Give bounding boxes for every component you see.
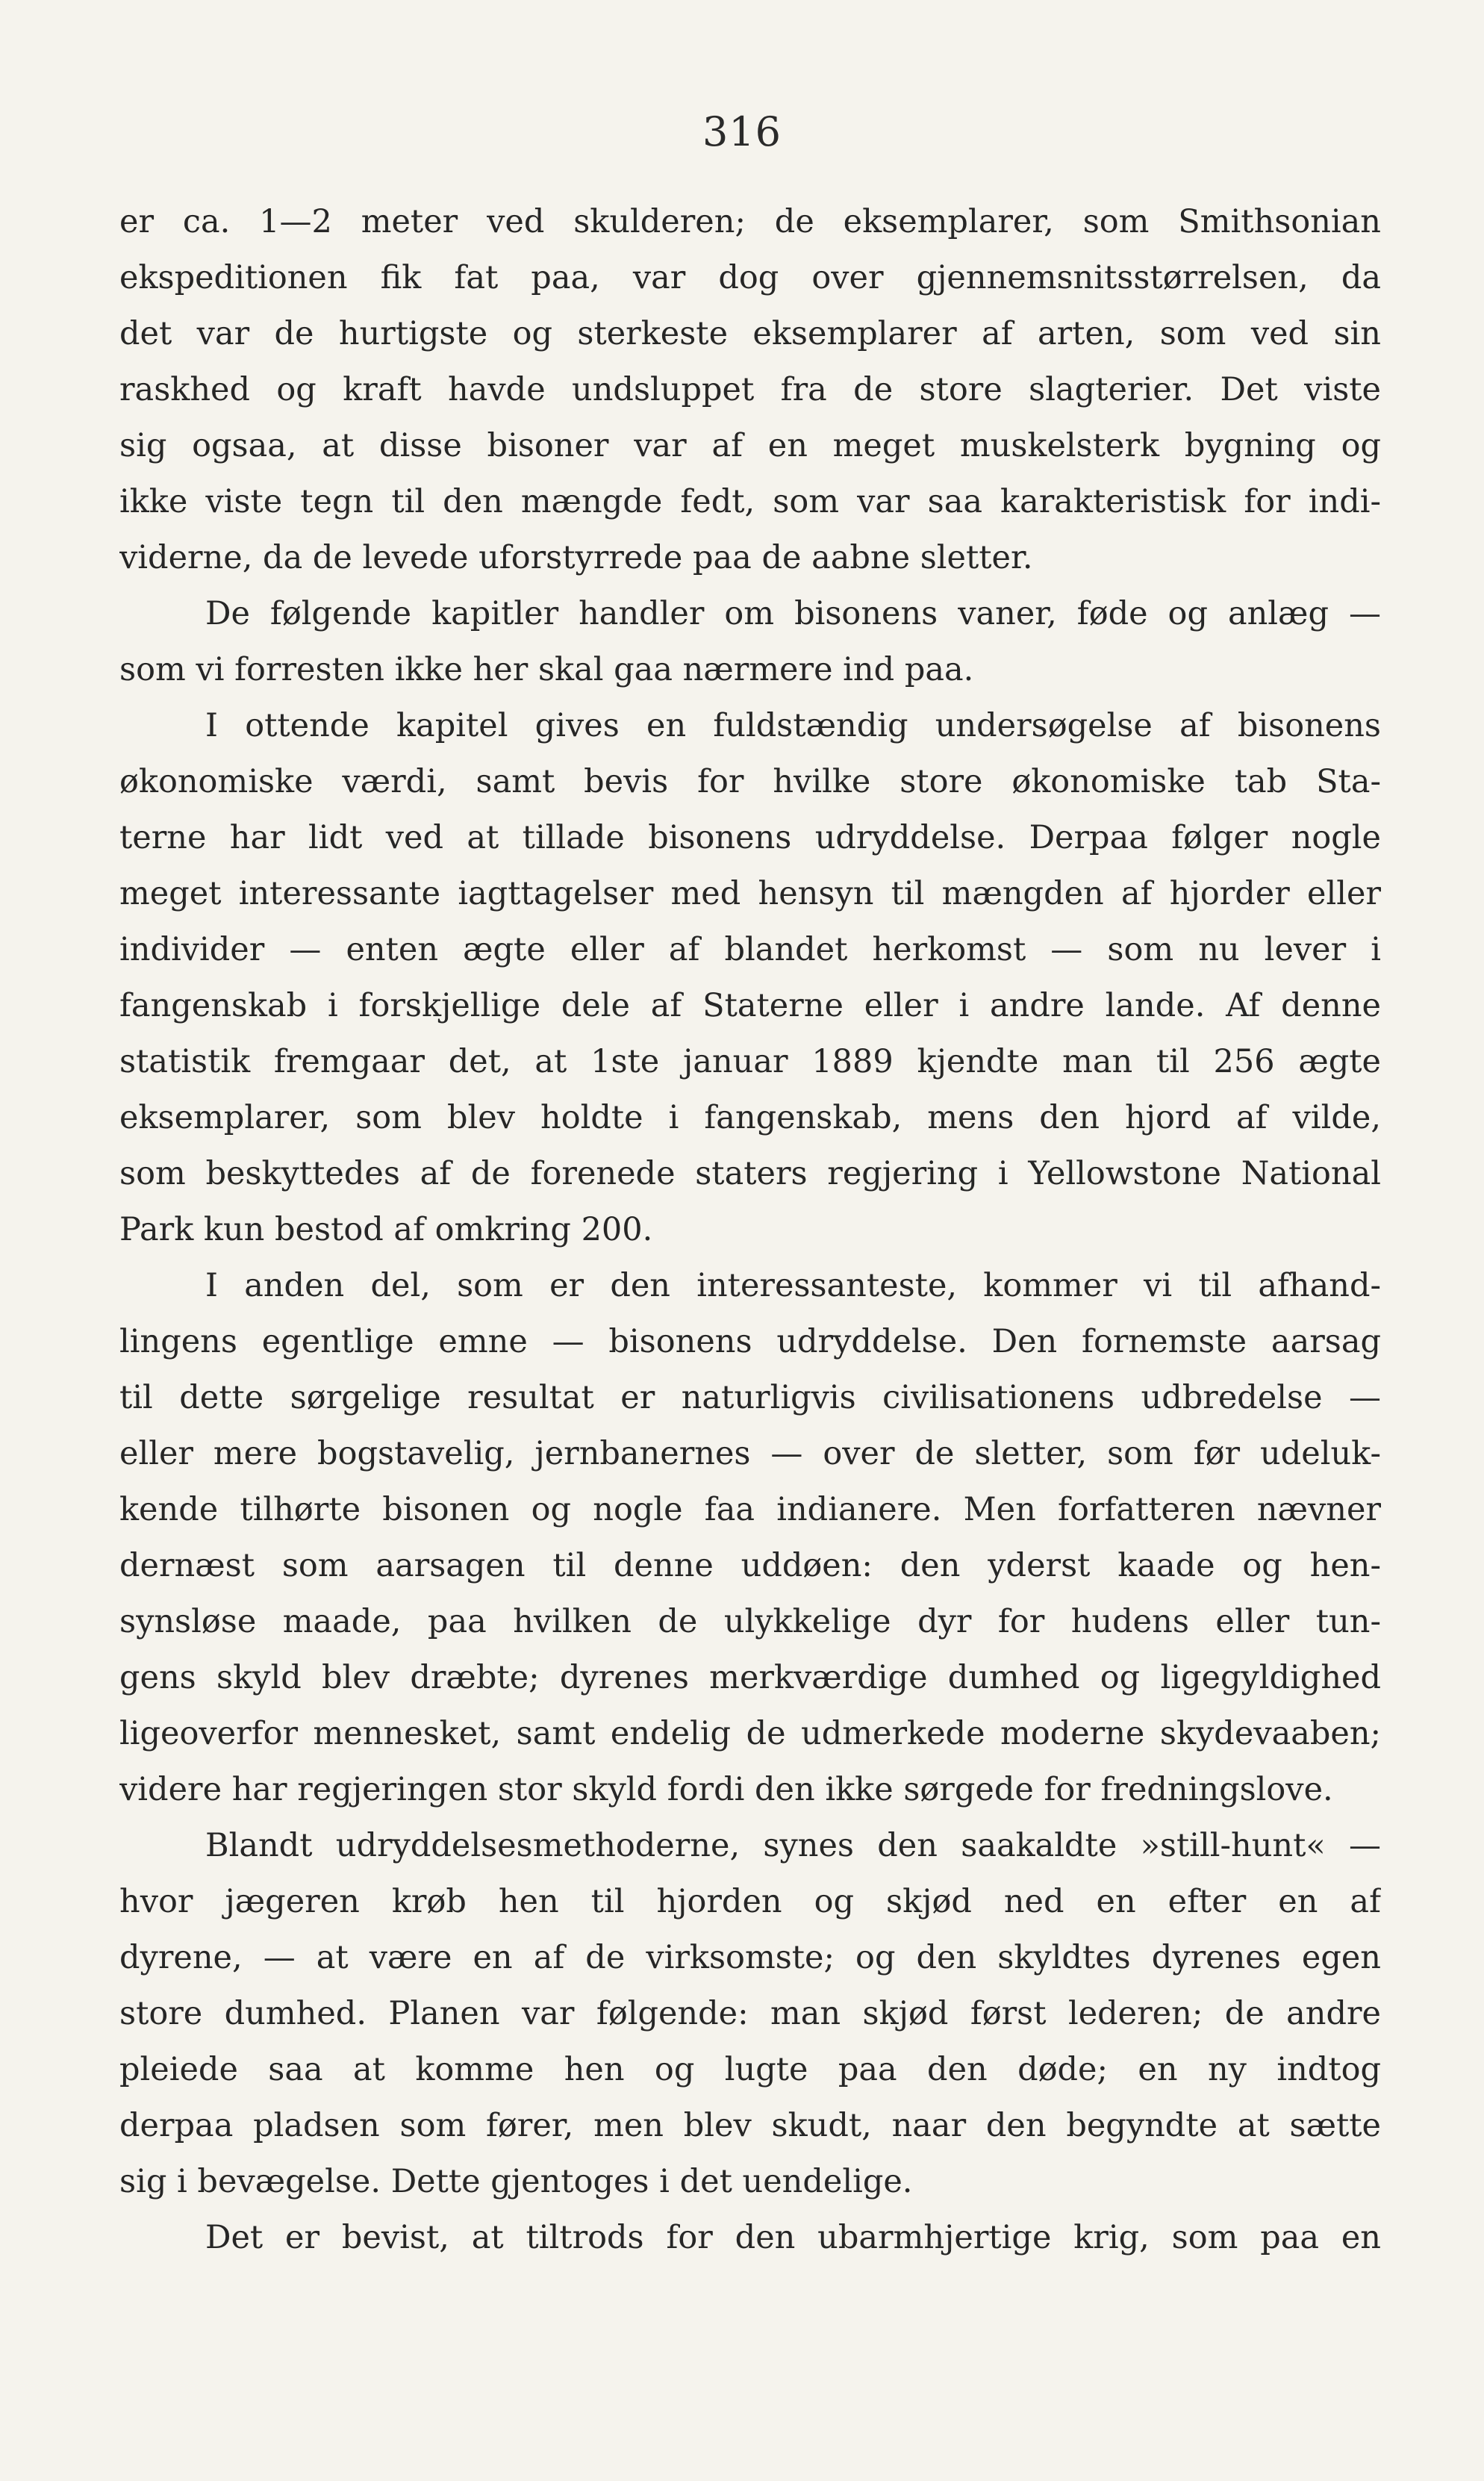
text-line: det var de hurtigste og sterkeste eksemplarer af arten, som ved sin [119,315,1381,352]
text-line: hvor jægeren krøb hen til hjorden og skjød ned en efter en af [119,1883,1381,1920]
text-line: fangenskab i forskjellige dele af Staterne eller i andre lande. Af denne [119,987,1381,1024]
text-line: ligeoverfor mennesket, samt endelig de udmerkede moderne skydevaaben; [119,1715,1381,1752]
text-line: derpaa pladsen som fører, men blev skudt, naar den begyndte at sætte [119,2107,1381,2144]
text-line: I anden del, som er den interessanteste, kommer vi til afhand- [205,1267,1381,1304]
text-line: viderne, da de levede uforstyrrede paa de aabne sletter. [119,539,1033,576]
text-line: terne har lidt ved at tillade bisonens udryddelse. Derpaa følger nogle [119,819,1381,856]
text-line: eksemplarer, som blev holdte i fangenskab, mens den hjord af vilde, [119,1099,1381,1136]
text-line: De følgende kapitler handler om bisonens vaner, føde og anlæg — [205,595,1381,632]
text-line: dyrene, — at være en af de virksomste; og den skyldtes dyrenes egen [119,1939,1381,1976]
text-line: økonomiske værdi, samt bevis for hvilke store økonomiske tab Sta- [119,763,1381,800]
text-line: Blandt udryddelsesmethoderne, synes den saakaldte »still-hunt« — [205,1827,1381,1864]
text-line: individer — enten ægte eller af blandet herkomst — som nu lever i [119,931,1381,968]
text-line: statistik fremgaar det, at 1ste januar 1889 kjendte man til 256 ægte [119,1043,1381,1080]
text-line: Park kun bestod af omkring 200. [119,1211,653,1248]
text-line: gens skyld blev dræbte; dyrenes merkværdige dumhed og ligegyldighed [119,1659,1381,1696]
body-text [119,194,1381,2266]
text-line: ekspeditionen fik fat paa, var dog over gjennemsnitsstørrelsen, da [119,259,1381,296]
text-line: dernæst som aarsagen til denne uddøen: den yderst kaade og hen- [119,1547,1381,1584]
text-line: kende tilhørte bisonen og nogle faa indianere. Men forfatteren nævner [119,1491,1381,1528]
text-line: I ottende kapitel gives en fuldstændig undersøgelse af bisonens [205,707,1381,744]
text-line: pleiede saa at komme hen og lugte paa den døde; en ny indtog [119,2051,1381,2088]
text-line: Det er bevist, at tiltrods for den ubarmhjertige krig, som paa en [205,2219,1381,2256]
text-line: store dumhed. Planen var følgende: man skjød først lederen; de andre [119,1995,1381,2032]
text-line: lingens egentlige emne — bisonens udryddelse. Den fornemste aarsag [119,1323,1381,1360]
text-line: som beskyttedes af de forenede staters regjering i Yellowstone National [119,1155,1381,1192]
page-number: 316 [702,108,782,155]
text-line: ikke viste tegn til den mængde fedt, som var saa karakteristisk for indi- [119,483,1381,520]
text-line: er ca. 1—2 meter ved skulderen; de eksemplarer, som Smithsonian [119,203,1381,240]
text-line: sig ogsaa, at disse bisoner var af en meget muskelsterk bygning og [119,427,1381,464]
text-line: sig i bevægelse. Dette gjentoges i det uendelige. [119,2163,913,2200]
text-line: eller mere bogstavelig, jernbanernes — over de sletter, som før udeluk- [119,1435,1381,1472]
text-line: raskhed og kraft havde undsluppet fra de store slagterier. Det viste [119,371,1381,408]
text-line: videre har regjeringen stor skyld fordi den ikke sørgede for fredningslove. [119,1771,1333,1808]
text-line: meget interessante iagttagelser med hensyn til mængden af hjorder eller [119,875,1381,912]
text-line: som vi forresten ikke her skal gaa nærmere ind paa. [119,651,974,688]
text-line: synsløse maade, paa hvilken de ulykkelige dyr for hudens eller tun- [119,1603,1381,1640]
text-line: til dette sørgelige resultat er naturligvis civilisationens udbredelse — [119,1379,1381,1416]
